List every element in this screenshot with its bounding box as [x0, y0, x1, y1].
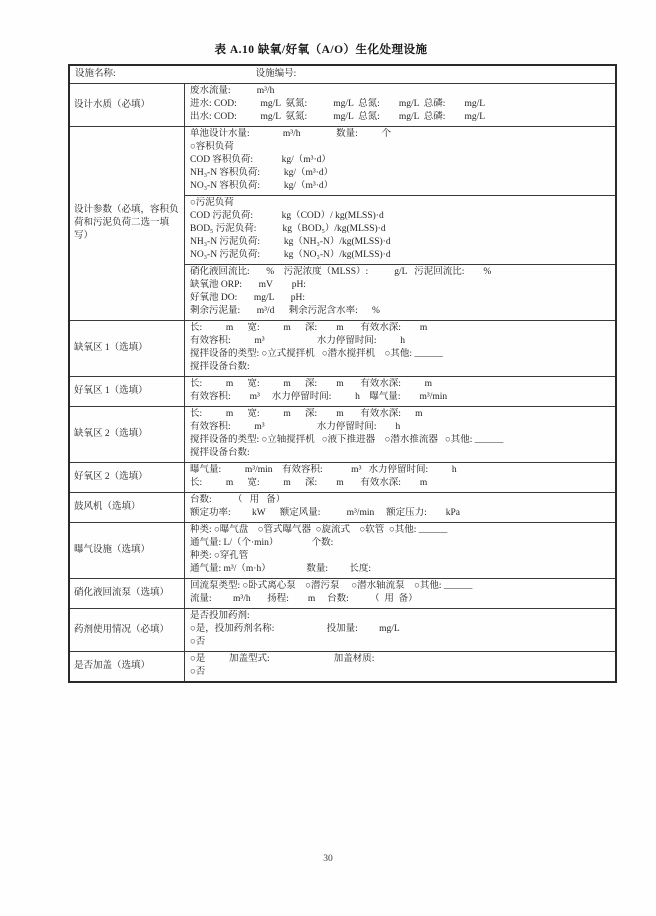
form-line: ○污泥负荷	[190, 198, 234, 208]
table-row-design-parameters	[70, 127, 615, 321]
facility-code-label: 设施编号:	[255, 69, 297, 79]
table-row-chemical-usage	[70, 609, 615, 652]
row-section	[185, 321, 615, 376]
form-line: 搅拌设备台数:	[190, 448, 250, 458]
form-line: 出水: COD: mg/L 氨氮: mg/L 总氮: mg/L 总磷: mg/L	[190, 112, 486, 122]
row-label: 硝化液回流泵（选填）	[70, 579, 185, 608]
form-line: BOD₅ 污泥负荷: kg（BOD₅）/kg(MLSS)·d	[190, 224, 386, 234]
form-line: ○否	[190, 667, 206, 677]
form-line: NO₃-N 容积负荷: kg/（m³·d）	[190, 181, 334, 191]
row-label: 鼓风机（选填）	[70, 493, 185, 522]
form-line: 流量: m³/h 扬程: m 台数: （ 用 备）	[190, 594, 418, 604]
table-row-blower	[70, 493, 615, 523]
row-label: 药剂使用情况（必填）	[70, 609, 185, 651]
form-line: 搅拌设备台数:	[190, 362, 250, 372]
form-line: 单池设计水量: m³/h 数量: 个	[190, 129, 392, 139]
form-line: COD 污泥负荷: kg（COD）/ kg(MLSS)·d	[190, 211, 384, 221]
form-line: ○否	[190, 637, 206, 647]
form-line: 台数: （ 用 备）	[190, 495, 286, 505]
form-line: 缺氧池 ORP: mV pH:	[190, 280, 306, 290]
form-line: 种类: ○曝气盘 ○管式曝气器 ○旋流式 ○软管 ○其他: ______	[190, 525, 448, 535]
row-section-volume-load	[185, 127, 615, 195]
form-line: COD 容积负荷: kg/（m³·d）	[190, 155, 331, 165]
form-line: 有效容积: m³ 水力停留时间: h 曝气量: m³/min	[190, 392, 448, 402]
facility-form-table	[68, 64, 617, 683]
form-line: NH₃-N 容积负荷: kg/（m³·d）	[190, 168, 334, 178]
row-section-sludge-load	[185, 195, 615, 264]
table-row-nitrification-return-pump	[70, 579, 615, 609]
form-line: 长: m 宽: m 深: m 有效水深: m	[190, 323, 428, 333]
facility-name-label: 设施名称:	[75, 69, 116, 79]
row-section	[185, 579, 615, 608]
table-header-row	[70, 66, 615, 84]
row-section	[185, 407, 615, 462]
table-row-aeration-equipment	[70, 523, 615, 579]
form-line: 搅拌设备的类型: ○立式搅拌机 ○潜水搅拌机 ○其他: ______	[190, 349, 443, 359]
row-label: 曝气设施（选填）	[70, 523, 185, 578]
table-row-anoxic-zone-1	[70, 321, 615, 377]
form-line: NO₃-N 污泥负荷: kg（NO₃-N）/kg(MLSS)·d	[190, 250, 391, 260]
form-line: 种类: ○穿孔管	[190, 551, 249, 561]
table-row-aerobic-zone-1	[70, 377, 615, 407]
row-label: 好氧区 1（选填）	[70, 377, 185, 406]
form-line: 搅拌设备的类型: ○立轴搅拌机 ○液下推进器 ○潜水推流器 ○其他: ______	[190, 435, 504, 445]
form-line: ○是 加盖型式: 加盖材质:	[190, 654, 375, 664]
row-label: 好氧区 2（选填）	[70, 463, 185, 492]
form-line: 剩余污泥量: m³/d 剩余污泥含水率: %	[190, 306, 380, 316]
form-line: NH₃-N 污泥负荷: kg（NH₃-N）/kg(MLSS)·d	[190, 237, 391, 247]
form-line: 有效容积: m³ 水力停留时间: h	[190, 336, 406, 346]
form-line: 长: m 宽: m 深: m 有效水深: m	[190, 478, 428, 488]
row-section	[185, 84, 615, 126]
form-line: 额定功率: kW 额定风量: m³/min 额定压力: kPa	[190, 508, 460, 518]
form-line: 回流泵类型: ○卧式离心泵 ○潜污泵 ○潜水轴流泵 ○其他: ______	[190, 581, 473, 591]
table-row-aerobic-zone-2	[70, 463, 615, 493]
row-section	[185, 609, 615, 651]
doc-title: 表 A.10 缺氧/好氧（A/O）生化处理设施	[214, 44, 428, 56]
row-section	[185, 652, 615, 681]
table-row-design-water-quality	[70, 84, 615, 127]
form-line: 通气量: L/（个·min） 个数:	[190, 538, 334, 548]
row-section	[185, 377, 615, 406]
form-line: 进水: COD: mg/L 氨氮: mg/L 总氮: mg/L 总磷: mg/L	[190, 99, 486, 109]
table-row-anoxic-zone-2	[70, 407, 615, 463]
form-line: 硝化液回流比: % 污泥浓度（MLSS）: g/L 污泥回流比: %	[190, 267, 492, 277]
form-line: ○是，投加药剂名称: 投加量: mg/L	[190, 624, 400, 634]
form-line: 是否投加药剂:	[190, 611, 250, 621]
row-label: 缺氧区 2（选填）	[70, 407, 185, 462]
form-line: 长: m 宽: m 深: m 有效水深: m	[190, 409, 423, 419]
page-number: 30	[323, 854, 333, 864]
row-section	[185, 493, 615, 522]
table-row-covered-or-not	[70, 652, 615, 681]
row-section	[185, 463, 615, 492]
row-label: 设计水质（必填）	[70, 84, 185, 126]
row-label: 是否加盖（选填）	[70, 652, 185, 681]
row-label: 设计参数（必填，容积负荷和污泥负荷二选一填写）	[70, 127, 185, 320]
form-line: 有效容积: m³ 水力停留时间: h	[190, 422, 401, 432]
row-section	[185, 523, 615, 578]
row-section-operating-params	[185, 264, 615, 320]
form-line: 长: m 宽: m 深: m 有效水深: m	[190, 379, 432, 389]
form-line: 废水流量: m³/h	[190, 86, 275, 96]
form-line: 曝气量: m³/min 有效容积: m³ 水力停留时间: h	[190, 465, 457, 475]
form-line: 通气量: m³/（m·h） 数量: 长度:	[190, 564, 371, 574]
form-line: ○容积负荷	[190, 142, 234, 152]
row-label: 缺氧区 1（选填）	[70, 321, 185, 376]
form-line: 好氧池 DO: mg/L pH:	[190, 293, 305, 303]
